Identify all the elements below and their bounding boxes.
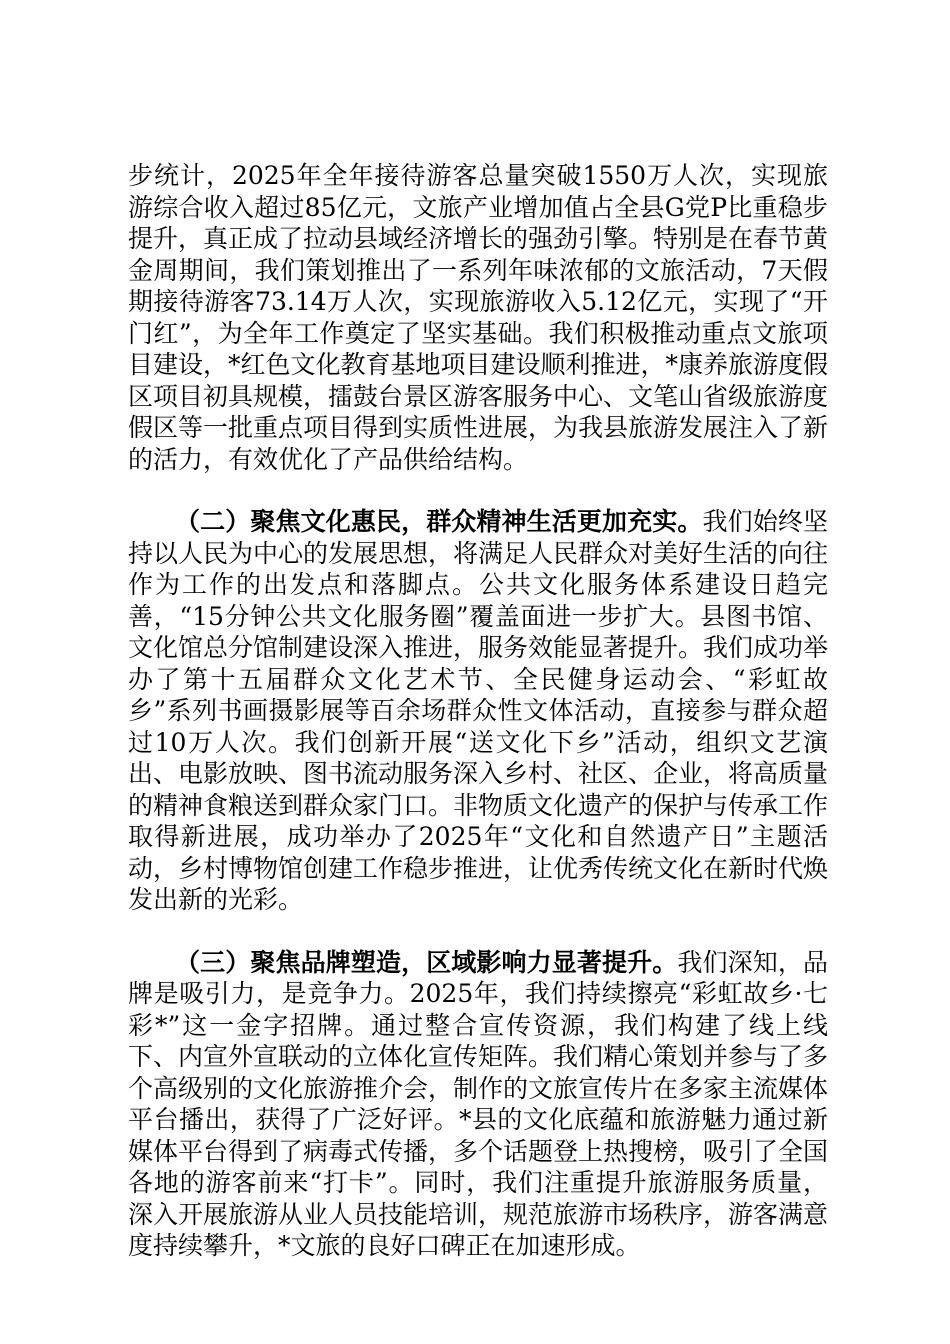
- paragraph-cultural-benefits: [128, 506, 828, 916]
- document-body: [128, 160, 828, 1262]
- paragraph-text: 步统计，2025年全年接待游客总量突破1550万人次，实现旅游综合收入超过85亿元，文旅产业增加值占全县G党P比重稳步提升，真正成了拉动县域经济增长的强劲引擎。特别是在春节黄金周期间，我们策划推出了一系列年味浓郁的文旅活动，7天假期接待游客73.14万人次，实现旅游收入5.12亿元，实现了“开门红”，为全年工作奠定了坚实基础。我们积极推动重点文旅项目建设，*红色文化教育基地项目建设顺利推进，*康养旅游度假区项目初具规模，擂鼓台景区游客服务中心、文笔山省级旅游度假区等一批重点项目得到实质性进展，为我县旅游发展注入了新的活力，有效优化了产品供给结构。: [128, 161, 829, 474]
- paragraph-text: 我们深知，品牌是吸引力，是竞争力。2025年，我们持续擦亮“彩虹故乡·七彩*”这一金字招牌。通过整合宣传资源，我们构建了线上线下、内宣外宣联动的立体化宣传矩阵。我们精心策划并参与了多个高级别的文化旅游推介会，制作的文旅宣传片在多家主流媒体平台播出，获得了广泛好评。*县的文化底蕴和旅游魅力通过新媒体平台得到了病毒式传播，多个话题登上热搜榜，吸引了全国各地的游客前来“打卡”。同时，我们注重提升旅游服务质量，深入开展旅游从业人员技能培训，规范旅游市场秩序，游客满意度持续攀升，*文旅的良好口碑正在加速形成。: [128, 947, 829, 1260]
- section-heading-2: （二）聚焦文化惠民，群众精神生活更加充实。: [175, 507, 703, 536]
- section-heading-3: （三）聚焦品牌塑造，区域影响力显著提升。: [175, 947, 678, 977]
- paragraph-brand-building: [128, 947, 828, 1262]
- paragraph-continuation: [128, 160, 828, 475]
- paragraph-text: 我们始终坚持以人民为中心的发展思想，将满足人民群众对美好生活的向往作为工作的出发点和落脚点。公共文化服务体系建设日趋完善，“15分钟公共文化服务圈”覆盖面进一步扩大。县图书馆、文化馆总分馆制建设深入推进，服务效能显著提升。我们成功举办了第十五届群众文化艺术节、全民健身运动会、“彩虹故乡”系列书画摄影展等百余场群众性文体活动，直接参与群众超过10万人次。我们创新开展“送文化下乡”活动，组织文艺演出、电影放映、图书流动服务深入乡村、社区、企业，将高质量的精神食粮送到群众家门口。非物质文化遗产的保护与传承工作取得新进展，成功举办了2025年“文化和自然遗产日”主题活动，乡村博物馆创建工作稳步推进，让优秀传统文化在新时代焕发出新的光彩。: [128, 507, 829, 914]
